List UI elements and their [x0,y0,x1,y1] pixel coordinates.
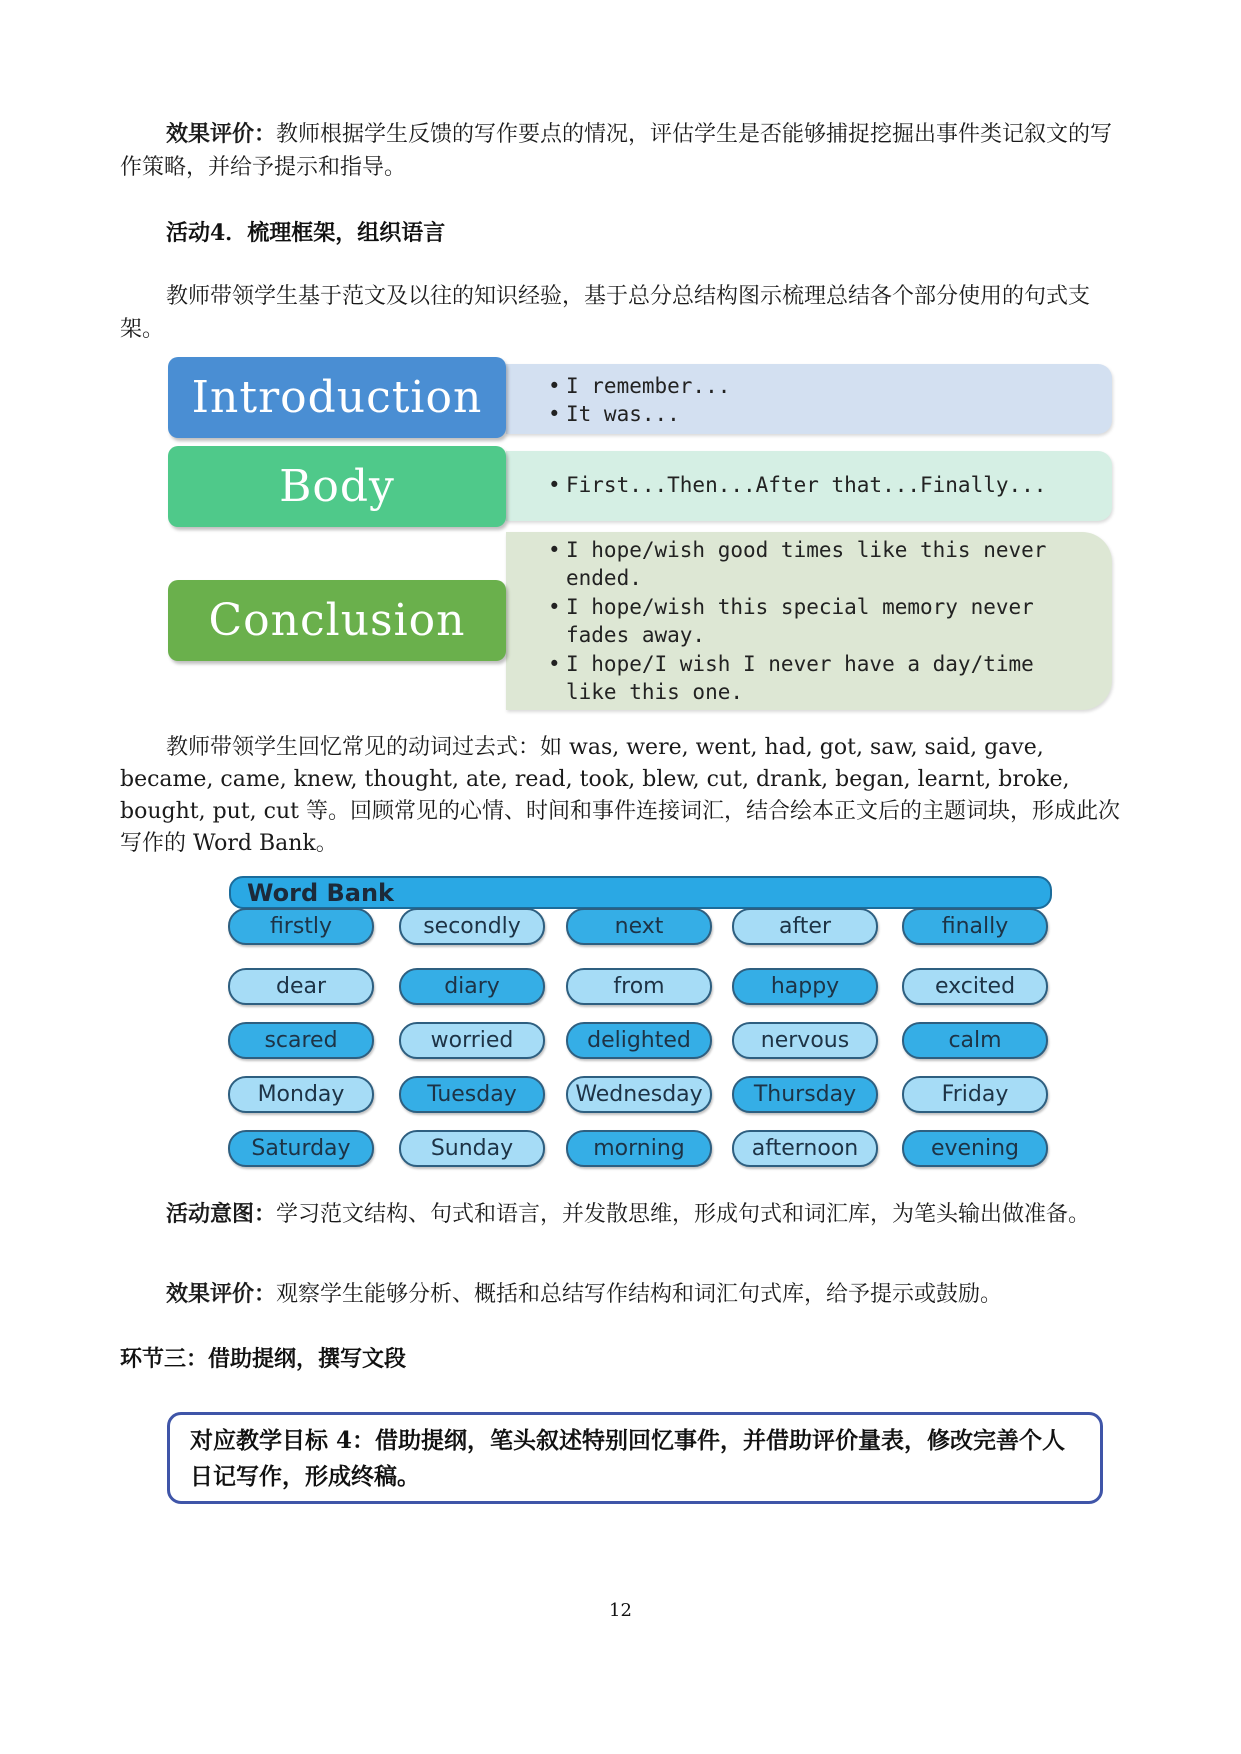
word-bank-item: from [566,968,712,1005]
evaluation-label-2: 效果评价： [166,1281,277,1307]
word-bank-item: Friday [902,1076,1048,1113]
introduction-panel [506,364,1112,434]
conclusion-sentence-frame: • I hope/wish good times like this never ended. [548,536,1052,592]
activity-intent-paragraph [120,1198,1120,1231]
verb-past-tense-paragraph: 教师带领学生回忆常见的动词过去式：如 was, were, went, had, got, saw, said, gave, became, came, knew, thought, ate, read, took, blew, cut, drank, began, learnt, broke, bought, put, cut 等。回顾常见的心情、时间和事件连接词汇，结合绘本正文后的主题词块，形成此次写作的 Word Bank。 [120,735,1120,856]
word-bank-item: dear [228,968,374,1005]
evaluation-text-2: 观察学生能够分析、概括和总结写作结构和词汇句式库，给予提示或鼓励。 [276,1282,1003,1307]
introduction-box [168,357,506,438]
word-bank-item: finally [902,908,1048,945]
word-bank-item: Monday [228,1076,374,1113]
introduction-sentence-frame: • I remember... [548,372,1112,400]
conclusion-label: Conclusion [208,595,466,646]
conclusion-box [168,580,506,661]
word-bank-item: Thursday [732,1076,878,1113]
page-number: 12 [609,1600,632,1621]
body-label: Body [279,461,395,512]
evaluation-paragraph-2 [120,1278,1120,1311]
activity-4-heading: 活动4．梳理框架，组织语言 [166,220,446,246]
activity-intent-text: 学习范文结构、句式和语言，并发散思维，形成句式和词汇库，为笔头输出做准备。 [276,1202,1091,1227]
word-bank-item: after [732,908,878,945]
word-bank-item: scared [228,1022,374,1059]
conclusion-panel [506,532,1112,710]
activity-intent-label: 活动意图： [166,1201,277,1227]
word-bank-item: nervous [732,1022,878,1059]
word-bank-item: afternoon [732,1130,878,1167]
introduction-sentence-frame: • It was... [548,400,1112,428]
word-bank-item: morning [566,1130,712,1167]
evaluation-label-1: 效果评价： [166,121,277,147]
body-sentence-frame: • First...Then...After that...Finally... [548,471,1112,499]
framework-intro-paragraph: 教师带领学生基于范文及以往的知识经验，基于总分总结构图示梳理总结各个部分使用的句式支架。 [120,284,1091,342]
conclusion-sentence-frame: • I hope/I wish I never have a day/time like this one. [548,650,1052,706]
word-bank-item: Sunday [399,1130,545,1167]
conclusion-sentence-frame: • I hope/wish this special memory never fades away. [548,593,1052,649]
word-bank-item: Saturday [228,1130,374,1167]
word-bank-item: evening [902,1130,1048,1167]
word-bank-item: firstly [228,908,374,945]
word-bank-item: calm [902,1022,1048,1059]
section-3-heading: 环节三：借助提纲，撰写文段 [120,1346,407,1372]
word-bank-title: Word Bank [229,876,1052,909]
word-bank-item: Tuesday [399,1076,545,1113]
word-bank-item: diary [399,968,545,1005]
evaluation-paragraph-1 [120,118,1120,184]
word-bank-item: secondly [399,908,545,945]
word-bank-item: delighted [566,1022,712,1059]
introduction-label: Introduction [191,372,483,423]
body-panel [506,451,1112,521]
body-box [168,446,506,527]
evaluation-text-1: 教师根据学生反馈的写作要点的情况，评估学生是否能够捕捉挖掘出事件类记叙文的写作策略，并给予提示和指导。 [120,122,1113,180]
word-bank-item: worried [399,1022,545,1059]
word-bank-item: excited [902,968,1048,1005]
word-bank-item: next [566,908,712,945]
teaching-goal-box: 对应教学目标 4：借助提纲，笔头叙述特别回忆事件，并借助评价量表，修改完善个人日记写作，形成终稿。 [167,1412,1103,1504]
word-bank-item: Wednesday [566,1076,712,1113]
word-bank-item: happy [732,968,878,1005]
